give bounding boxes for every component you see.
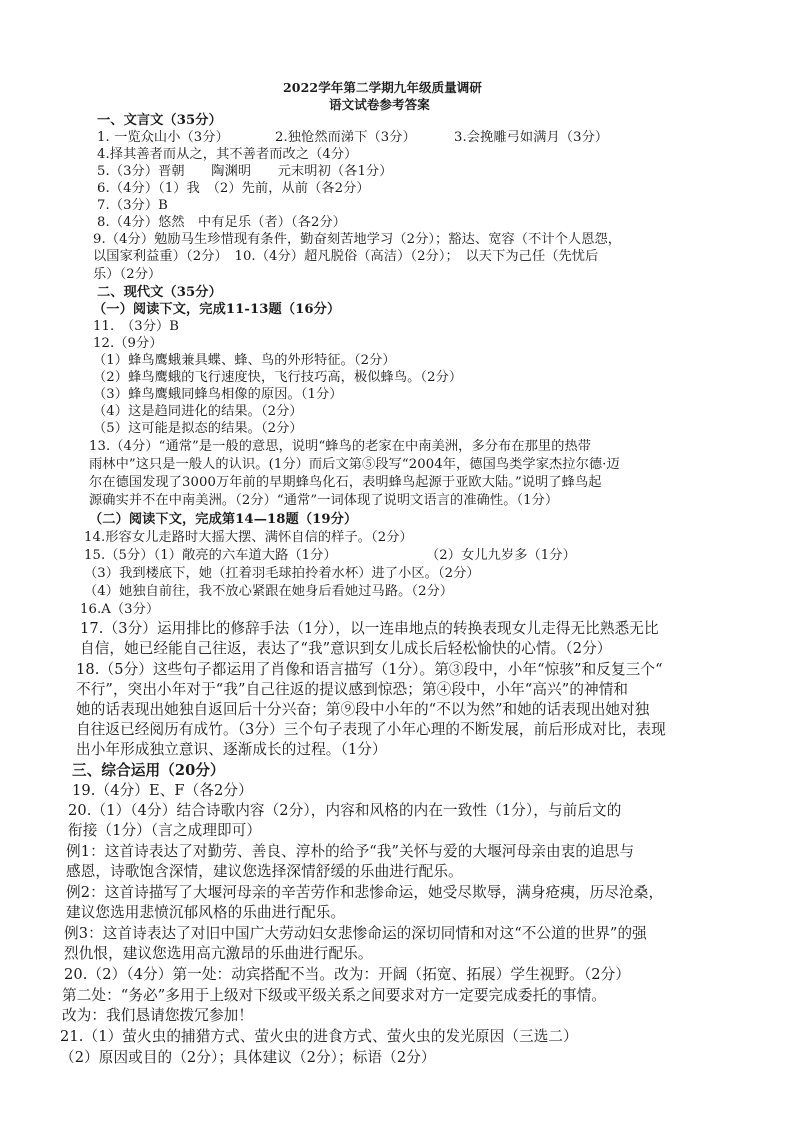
answer-line: （3）我到楼底下，她（扛着羽毛球拍拎着水杯）进了小区。（2分） xyxy=(84,566,480,581)
answer-line: 15.（5分）（1）敞亮的六车道大路（1分） xyxy=(84,548,337,563)
section-heading: 一、文言文（35分） xyxy=(97,113,222,128)
answer-line: 11. （3分）B xyxy=(93,319,180,334)
answer-line: （4）她独自前往，我不放心紧跟在她身后看她过马路。（2分） xyxy=(84,584,454,599)
answer-line: 建议您选用悲愤沉郁风格的乐曲进行配乐。 xyxy=(66,904,346,921)
answer-line: 18.（5分）这些句子都运用了肖像和语言描写（1分）。第③段中，小年“惊骇”和反复三个“ xyxy=(76,661,663,678)
answer-line: 19.（4分）E、F（各2分） xyxy=(72,782,253,799)
answer-line: 自往返已经阅历有成竹。（3分）三个句子表现了小年心理的不断发展，前后形成对比，表现 xyxy=(76,721,666,738)
subsection-heading: （二）阅读下文，完成第14—18题（19分） xyxy=(89,512,358,527)
answer-line: 9.（4分）勉励马生珍惜现有条件，勤奋刻苦地学习（2分）；豁达、宽容（不计个人恩怨， xyxy=(93,232,622,247)
answer-line: 3.会挽雕弓如满月（3分） xyxy=(454,130,609,145)
answer-line: 尔在德国发现了3000万年前的早期蜂鸟化石，表明蜂鸟起源于亚欧大陆。”说明了蜂鸟起 xyxy=(89,475,602,490)
answer-line: （2）原因或目的（2分）；具体建议（2分）；标语（2分） xyxy=(60,1049,436,1066)
answer-line: （4）这是趋同进化的结果。（2分） xyxy=(93,404,303,419)
answer-line: 第二处：“务必”多用于上级对下级或平级关系之间要求对方一定要完成委托的事情。 xyxy=(62,987,607,1004)
answer-line: （2）蜂鸟鹰蛾的飞行速度快，飞行技巧高，极似蜂鸟。（2分） xyxy=(93,370,463,385)
answer-line: 8.（4分）悠然 中有足乐（者）（各2分） xyxy=(97,215,347,230)
answer-line: 改为：我们恳请您拨冗参加！ xyxy=(62,1007,254,1024)
answer-line: 6.（4分）（1）我 （2）先前，从前（各2分） xyxy=(97,181,370,196)
answer-line: 出小年形成独立意识、逐渐成长的过程。（1分） xyxy=(76,741,387,758)
answer-line: 衔接（1分）（言之成理即可） xyxy=(68,822,262,839)
answer-line: 7.（3分）B xyxy=(97,198,168,213)
doc-title: 2022学年第二学期九年级质量调研 xyxy=(283,80,482,95)
answer-line: 例3：这首诗表达了对旧中国广大劳动妇女悲惨命运的深切同情和对这“不公道的世界”的强 xyxy=(64,925,647,942)
answer-line: （1）蜂鸟鹰蛾兼具蝶、蜂、鸟的外形特征。（2分） xyxy=(93,353,396,368)
answer-line: 20.（2）（4分）第一处：动宾搭配不当。改为：开阔（拓宽、拓展）学生视野。（2分） xyxy=(64,966,631,983)
doc-subtitle: 语文试卷参考答案 xyxy=(329,97,430,112)
answer-line: 1. 一览众山小（3分） xyxy=(97,130,229,145)
answer-line: 13.（4分）“通常”是一般的意思，说明“蜂鸟的老家在中南美洲，多分布在那里的热带 xyxy=(89,439,592,454)
answer-line: 自信，她已经能自己往返，表达了“我”意识到女儿成长后轻松愉快的心情。（2分） xyxy=(80,640,612,657)
answer-line: 12.（9分） xyxy=(93,336,163,351)
answer-line: 她的话表现出她独自返回后十分兴奋；第⑨段中小年的“不以为然”和她的话表现出她对独 xyxy=(76,701,650,718)
answer-line: 雨林中”这只是一般人的认识。(1分）而后文第⑤段写“2004年，德国鸟类学家杰拉尔德·迈 xyxy=(89,457,620,472)
answer-line: 乐）（2分） xyxy=(93,267,162,282)
answer-line: 4.择其善者而从之，其不善者而改之（4分） xyxy=(97,147,358,162)
answer-line: （3）蜂鸟鹰蛾同蜂鸟相像的原因。（1分） xyxy=(93,387,343,402)
section-heading: 二、现代文（35分） xyxy=(97,285,222,300)
answer-line: 例1：这首诗表达了对勤劳、善良、淳朴的给予“我”关怀与爱的大堰河母亲由衷的追思与 xyxy=(66,843,635,860)
answer-line: 21.（1）萤火虫的捕猎方式、萤火虫的进食方式、萤火虫的发光原因（三选二） xyxy=(60,1028,578,1045)
answer-line: 16.A（3分） xyxy=(80,602,160,617)
answer-line: （5）这可能是拟态的结果。（2分） xyxy=(93,421,303,436)
answer-line: 感恩，诗歌饱含深情，建议您选择深情舒缓的乐曲进行配乐。 xyxy=(66,863,463,880)
answer-line: 20.（1）（4分）结合诗歌内容（2分），内容和风格的内在一致性（1分），与前后文的 xyxy=(68,802,622,819)
answer-line: 5.（3分）晋朝 陶渊明 元末明初（各1分） xyxy=(97,164,393,179)
answer-line: 以国家利益重）（2分） 10.（4分）超凡脱俗（高洁）（2分）； 以天下为己任（先忧后 xyxy=(93,249,599,264)
answer-line: 烈仇恨，建议您选用高亢激昂的乐曲进行配乐。 xyxy=(64,945,373,962)
answer-line: 源确实并不在中南美洲。（2分）“通常”一词体现了说明文语言的准确性。（1分） xyxy=(89,493,559,508)
answer-line: 不行”，突出小年对于“我”自己往返的提议感到惊恐；第④段中，小年“高兴”的神情和 xyxy=(76,681,629,698)
answer-line: 17.（3分）运用排比的修辞手法（1分），以一连串地点的转换表现女儿走得无比熟悉无比 xyxy=(80,620,659,637)
section-heading: 三、综合运用（20分） xyxy=(72,762,225,779)
answer-line: 14.形容女儿走路时大摇大摆、满怀自信的样子。（2分） xyxy=(84,530,413,545)
answer-line: 例2：这首诗描写了大堰河母亲的辛苦劳作和悲惨命运，她受尽欺辱，满身疮痍，历尽沧桑， xyxy=(66,884,664,901)
answer-line: 2.独怆然而涕下（3分） xyxy=(275,130,416,145)
subsection-heading: （一）阅读下文，完成11-13题（16分） xyxy=(93,302,341,317)
answer-line: （2）女儿九岁多（1分） xyxy=(426,548,576,563)
